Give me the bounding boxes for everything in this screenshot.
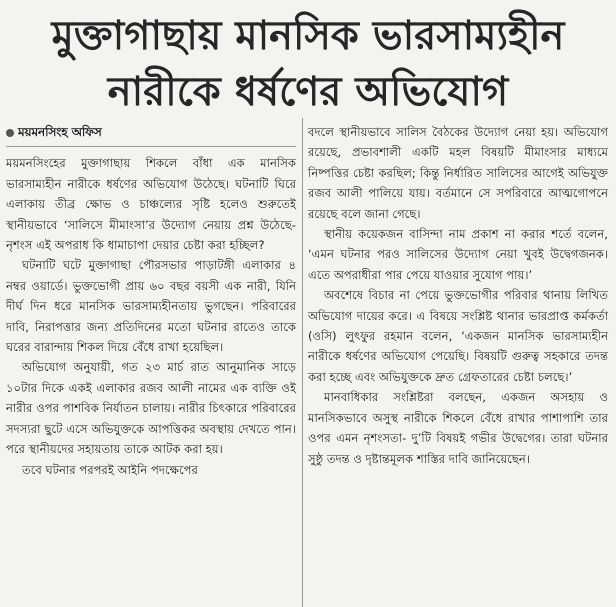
byline-text: ময়মনসিংহ অফিস [18, 125, 102, 139]
paragraph: ঘটনাটি ঘটে মুক্তাগাছা পৌরসভার পাড়াটঙ্গী এলাকার ৪ নম্বর ওয়ার্ডে। ভুক্তভোগী প্রায় ৬০ বছর বয়সী এক নারী, যিনি দীর্ঘ দিন ধরে মানসিক ভারসাম্যহীনতায় ভুগছেন। পরিবারের দাবি, নিরাপত্তার জন্য প্রতিদিনের মতো ঘটনার রাতেও তাকে ঘরের বারান্দায় শিকল দিয়ে বেঁধে রাখা হয়েছিল। [6, 258, 296, 355]
paragraph: মানবাধিকার সংশ্লিষ্টরা বলছেন, একজন অসহায় ও মানসিকভাবে অসুস্থ নারীকে শিকলে বেঁধে রাখার পাশাপাশি তার ওপর এমন নৃশংসতা- দু’টি বিষয়ই গভীর উদ্বেগের। তারা ঘটনার সুষ্ঠু তদন্ত ও দৃষ্টান্তমূলক শাস্তির দাবি জানিয়েছেন। [308, 390, 608, 466]
article-right-column [308, 122, 608, 469]
paragraph: স্থানীয় কয়েকজন বাসিন্দা নাম প্রকাশ না করার শর্তে বলেন, ‘এমন ঘটনার পরও সালিসের উদ্যোগ নেয়া খুবই উদ্বেগজনক। এতে অপরাধীরা পার পেয়ে যাওয়ার সুযোগ পায়।’ [308, 227, 608, 282]
byline [6, 122, 296, 142]
paragraph: অবশেষে বিচার না পেয়ে ভুক্তভোগীর পরিবার থানায় লিখিত অভিযোগ দায়ের করে। এ বিষয়ে সংশ্লিষ্ট থানার ভারপ্রাপ্ত কর্মকর্তা (ওসি) লুৎফুর রহমান বলেন, ‘একজন মানসিক ভারসাম্যহীন নারীকে ধর্ষণের অভিযোগ পেয়েছি। বিষয়টি গুরুত্ব সহকারে তদন্ত করা হচ্ছে এবং অভিযুক্তকে দ্রুত গ্রেফতারের চেষ্টা চলছে।’ [308, 288, 608, 384]
column-divider [302, 118, 303, 607]
headline-line-1: মুক্তাগাছায় মানসিক ভারসাম্যহীন [51, 13, 565, 59]
paragraph: বদলে স্থানীয়ভাবে সালিস বৈঠকের উদ্যোগ নেয়া হয়। অভিযোগ রয়েছে, প্রভাবশালী একটি মহল বিষয়টি মীমাংসার মাধ্যমে নিষ্পত্তির চেষ্টা করছিল; কিন্তু নির্ধারিত সালিসের আগেই অভিযুক্ত রজব আলী পালিয়ে যায়। বর্তমানে সে সপরিবারে আত্মগোপনে রয়েছে বলে জানা গেছে। [308, 125, 608, 221]
paragraph: তবে ঘটনার পরপরই আইনি পদক্ষেপের [22, 462, 198, 477]
byline-divider [6, 146, 296, 147]
paragraph: অভিযোগ অনুযায়ী, গত ২৩ মার্চ রাত আনুমানিক সাড়ে ১০টার দিকে একই এলাকার রজব আলী নামের এক ব্যক্তি ওই নারীর ওপর পাশবিক নির্যাতন চালায়। নারীর চিৎকারে পরিবারের সদস্যরা ছুটে এসে অভিযুক্তকে আপত্তিকর অবস্থায় দেখতে পান। পরে স্থানীয়দের সহায়তায় তাকে আটক করা হয়। [6, 360, 296, 457]
paragraph: ময়মনসিংহের মুক্তাগাছায় শিকলে বাঁধা এক মানসিক ভারসাম্যহীন নারীকে ধর্ষণের অভিযোগ উঠেছে। ঘটনাটি ঘিরে এলাকায় তীব্র ক্ষোভ ও চাঞ্চল্যের সৃষ্টি হলেও শুরুতেই স্থানীয়ভাবে ‘সালিসে মীমাংসা’র উদ্যোগ নেয়ায় প্রশ্ন উঠেছে- নৃশংস এই অপরাধ কি ধামাচাপা দেয়ার চেষ্টা করা হচ্ছিল? [6, 156, 296, 253]
headline-line-2: নারীকে ধর্ষণের অভিযোগ [107, 69, 509, 115]
headline [0, 8, 616, 120]
article-left-column [6, 122, 296, 480]
bullet-icon [6, 129, 14, 137]
